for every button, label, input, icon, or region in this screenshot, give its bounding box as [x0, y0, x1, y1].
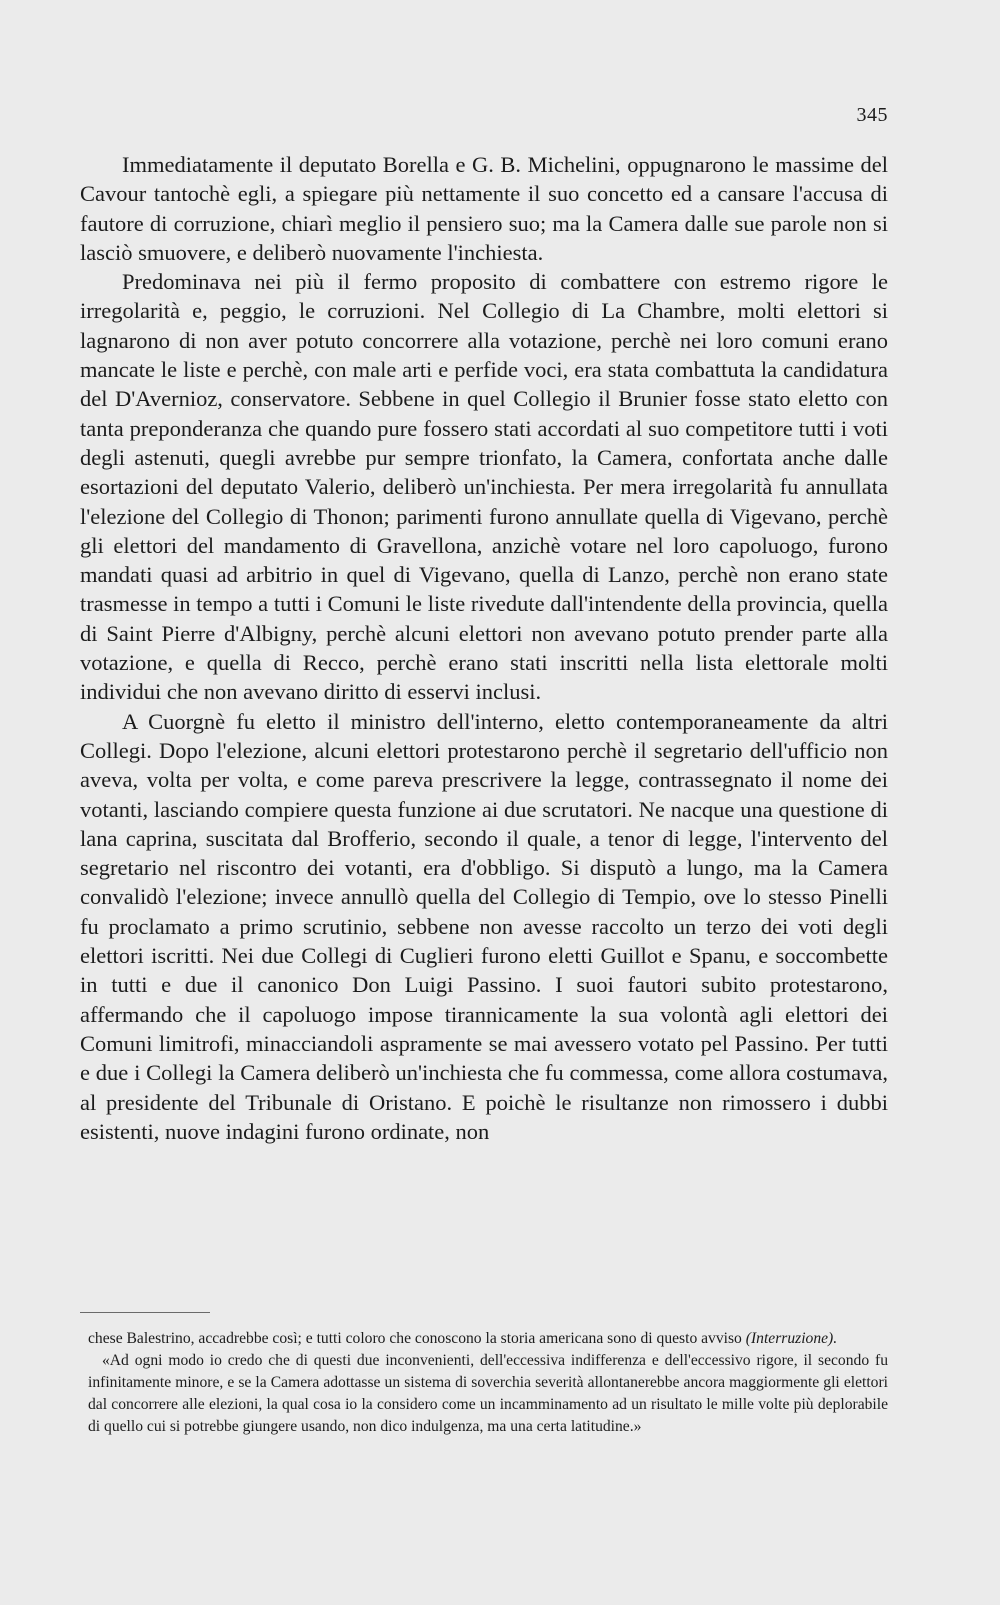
footnote	[88, 1328, 888, 1438]
main-text	[80, 150, 888, 1146]
footnote-text: chese Balestrino, accadrebbe così; e tutti coloro che conoscono la storia americana sono di questo avviso	[88, 1330, 742, 1347]
page-number: 345	[856, 104, 888, 126]
body-paragraph: Immediatamente il deputato Borella e G. B. Michelini, oppugnarono le massime del Cavour tantochè egli, a spiegare più nettamente il suo concetto ed a cansare l'accusa di fautore di corruzione, chiarì meglio il pensiero suo; ma la Camera dalle sue parole non si lasciò smuovere, e deliberò nuovamente l'inchiesta.	[80, 152, 888, 265]
footnote-divider	[80, 1312, 210, 1313]
body-paragraph: A Cuorgnè fu eletto il ministro dell'interno, eletto contemporaneamente da altri Collegi. Dopo l'elezione, alcuni elettori protestarono perchè il segretario dell'ufficio non aveva, volta per volta, e come pareva prescrivere la legge, contrassegnato il nome dei votanti, lasciando compiere questa funzione ai due scrutatori. Ne nacque una questione di lana caprina, suscitata dal Brofferio, secondo il quale, a tenor di legge, l'intervento del segretario nel riscontro dei votanti, era d'obbligo. Si disputò a lungo, ma la Camera convalidò l'elezione; invece annullò quella del Collegio di Tempio, ove lo stesso Pinelli fu proclamato a primo scrutinio, sebbene non avesse raccolto un terzo dei voti degli elettori iscritti. Nei due Collegi di Cuglieri furono eletti Guillot e Spanu, e soccombette in tutti e due il canonico Don Luigi Passino. I suoi fautori subito protestarono, affermando che il capoluogo impose tirannicamente la sua volontà agli elettori dei Comuni limitrofi, minacciandoli aspramente se mai avessero votato pel Passino. Per tutti e due i Collegi la Camera deliberò un'inchiesta che fu commessa, come allora costumava, al presidente del Tribunale di Oristano. E poichè le risultanze non rimossero i dubbi esistenti, nuove indagini furono ordinate, non	[80, 708, 888, 1144]
footnote-paragraph: «Ad ogni modo io credo che di questi due inconvenienti, dell'eccessiva indifferenza e dell'eccessivo rigore, il secondo fu infinitamente minore, e se la Camera adottasse un sistema di soverchia severità allontanerebbe ancora maggiormente gli elettori dal concorrere alle elezioni, la qual cosa io la considero come un incamminamento ad un risultato le mille volte più deplorabile di quello cui si potrebbe giungere usando, non dico indulgenza, ma una certa latitudine.»	[88, 1352, 888, 1435]
body-paragraph: Predominava nei più il fermo proposito di combattere con estremo rigore le irregolarità e, peggio, le corruzioni. Nel Collegio di La Chambre, molti elettori si lagnarono di non aver potuto concorrere alla votazione, perchè nei loro comuni erano mancate le liste e perchè, con male arti e perfide voci, era stata combattuta la candidatura del D'Avernioz, conservatore. Sebbene in quel Collegio il Brunier fosse stato eletto con tanta preponderanza che quando pure fossero stati accordati al suo competitore tutti i voti degli astenuti, quegli avrebbe pur sempre trionfato, la Camera, confortata anche dalle esortazioni del deputato Valerio, deliberò un'inchiesta. Per mera irregolarità fu annullata l'elezione del Collegio di Thonon; parimenti furono annullate quella di Vigevano, perchè gli elettori del mandamento di Gravellona, anzichè votare nel loro capoluogo, furono mandati quasi ad arbitrio in quel di Vigevano, quella di Lanzo, perchè non erano state trasmesse in tempo a tutti i Comuni le liste rivedute dall'intendente della provincia, quella di Saint Pierre d'Albigny, perchè alcuni elettori non avevano potuto prender parte alla votazione, e quella di Recco, perchè erano stati inscritti nella lista elettorale molti individui che non avevano diritto di esservi inclusi.	[80, 269, 888, 705]
footnote-interruption: (Interruzione).	[745, 1330, 838, 1347]
footnote-paragraph	[88, 1328, 888, 1350]
